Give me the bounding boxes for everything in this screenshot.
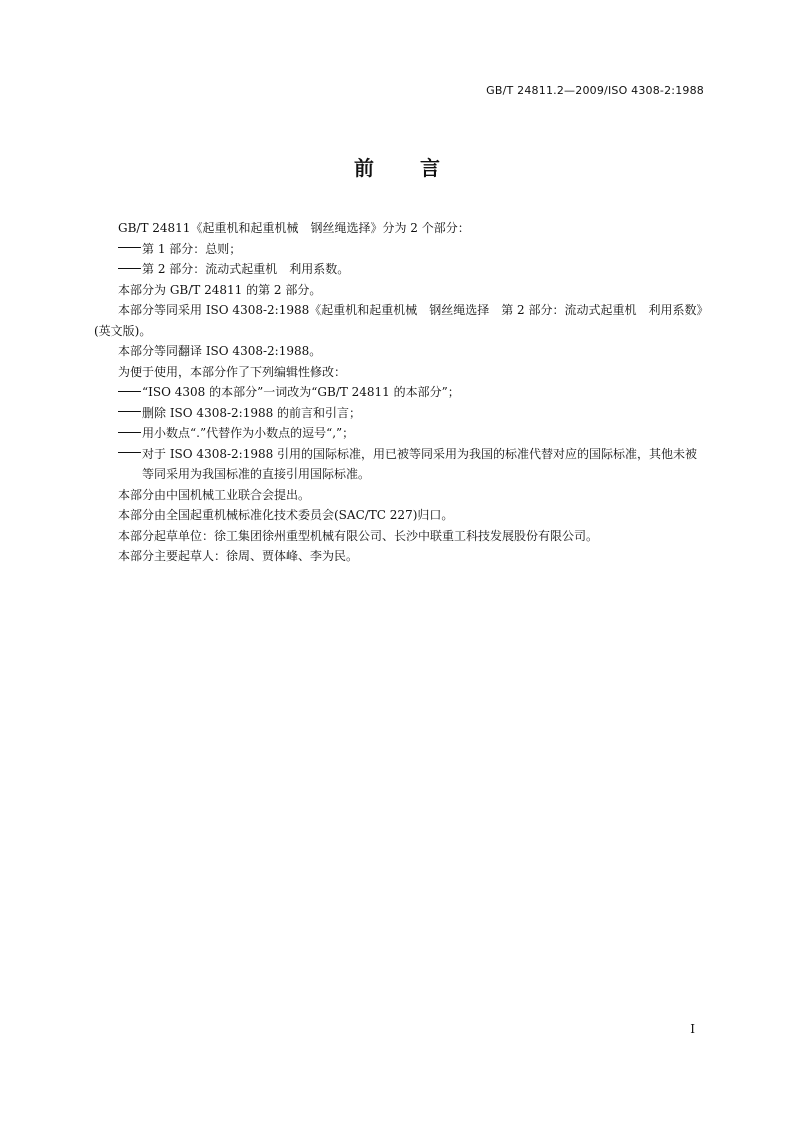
list-item: 对于 ISO 4308-2:1988 引用的国际标准，用已被等同采用为我国的标准代替对应的国际标准，其他未被等同采用为我国标准的直接引用国际标准。: [94, 444, 706, 485]
dash-bullet: [118, 241, 142, 253]
list-item: “ISO 4308 的本部分”一词改为“GB/T 24811 的本部分”；: [94, 382, 706, 403]
paragraph: 本部分起草单位：徐工集团徐州重型机械有限公司、长沙中联重工科技发展股份有限公司。: [118, 528, 599, 543]
list-item: 用小数点“.”代替作为小数点的逗号“,”；: [94, 423, 706, 444]
dash-bullet: [118, 261, 142, 273]
paragraph: 本部分等同采用 ISO 4308-2:1988《起重机和起重机械 钢丝绳选择 第 2 部分：流动式起重机 利用系数》(英文版)。: [94, 303, 703, 338]
document-body: [94, 218, 706, 567]
list-item: 删除 ISO 4308-2:1988 的前言和引言；: [94, 403, 706, 424]
paragraph: 本部分为 GB/T 24811 的第 2 部分。: [118, 282, 322, 297]
page-number: I: [690, 1022, 695, 1036]
paragraph: 本部分由全国起重机械标准化技术委员会(SAC/TC 227)归口。: [118, 508, 454, 522]
standard-code: GB/T 24811.2—2009/ISO 4308-2:1988: [486, 84, 704, 97]
dash-bullet: [118, 384, 142, 396]
list-item: 第 1 部分：总则；: [94, 239, 706, 260]
dash-bullet: [118, 405, 142, 417]
page-title: 前言: [354, 156, 486, 180]
paragraph: 为便于使用，本部分作了下列编辑性修改：: [118, 364, 347, 379]
list-item: 第 2 部分：流动式起重机 利用系数。: [94, 259, 706, 280]
intro-paragraph: GB/T 24811《起重机和起重机械 钢丝绳选择》分为 2 个部分：: [118, 221, 470, 235]
dash-bullet: [118, 446, 142, 458]
dash-bullet: [118, 425, 142, 437]
paragraph: 本部分主要起草人：徐周、贾体峰、李为民。: [118, 549, 359, 563]
paragraph: 本部分由中国机械工业联合会提出。: [118, 487, 311, 502]
paragraph: 本部分等同翻译 ISO 4308-2:1988。: [118, 344, 322, 358]
